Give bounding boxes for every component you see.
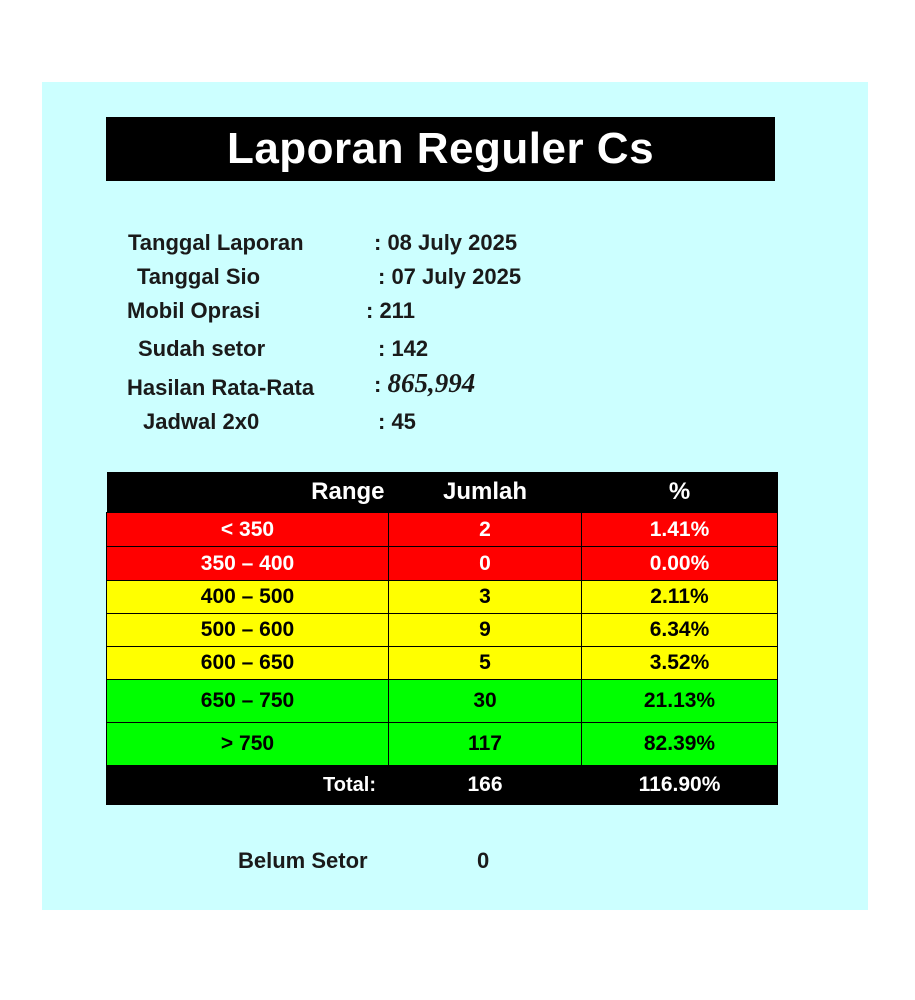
cell-percent: 1.41% xyxy=(582,513,778,547)
cell-range: > 750 xyxy=(107,723,389,766)
cell-percent: 0.00% xyxy=(582,547,778,581)
header-range: Range xyxy=(107,472,389,513)
cell-percent: 2.11% xyxy=(582,581,778,614)
info-value-mobil-oprasi: : 211 xyxy=(366,298,415,323)
info-label-tanggal-laporan: Tanggal Laporan xyxy=(128,230,304,255)
cell-jumlah: 0 xyxy=(389,547,582,581)
total-label: Total: xyxy=(107,766,389,805)
info-label-hasilan-rata-rata: Hasilan Rata-Rata xyxy=(127,375,315,400)
header-jumlah: Jumlah xyxy=(389,472,582,513)
belum-setor-label: Belum Setor xyxy=(238,848,368,873)
info-value-hasilan-rata-rata xyxy=(374,370,475,397)
table-row xyxy=(107,614,778,647)
cell-jumlah: 117 xyxy=(389,723,582,766)
info-label-tanggal-sio: Tanggal Sio xyxy=(137,264,261,289)
cell-range: 350 – 400 xyxy=(107,547,389,581)
cell-percent: 6.34% xyxy=(582,614,778,647)
report-title: Laporan Reguler Cs xyxy=(106,117,775,181)
hasilan-prefix: : xyxy=(374,372,382,397)
table-row xyxy=(107,547,778,581)
cell-range: 500 – 600 xyxy=(107,614,389,647)
cell-range: 600 – 650 xyxy=(107,647,389,680)
total-jumlah: 166 xyxy=(389,766,582,805)
info-label-sudah-setor: Sudah setor xyxy=(138,336,266,361)
cell-jumlah: 30 xyxy=(389,680,582,723)
cell-range: < 350 xyxy=(107,513,389,547)
table-row xyxy=(107,723,778,766)
cell-range: 650 – 750 xyxy=(107,680,389,723)
total-percent: 116.90% xyxy=(582,766,778,805)
cell-jumlah: 5 xyxy=(389,647,582,680)
hasilan-amount: 865,994 xyxy=(387,368,476,398)
table-row xyxy=(107,581,778,614)
cell-percent: 21.13% xyxy=(582,680,778,723)
belum-setor-value: 0 xyxy=(477,848,490,873)
table-total-row xyxy=(107,766,778,805)
cell-jumlah: 3 xyxy=(389,581,582,614)
cell-jumlah: 2 xyxy=(389,513,582,547)
info-value-tanggal-laporan: : 08 July 2025 xyxy=(374,230,518,255)
cell-percent: 3.52% xyxy=(582,647,778,680)
cell-percent: 82.39% xyxy=(582,723,778,766)
table-header-row xyxy=(107,472,778,513)
info-value-jadwal-2x0: : 45 xyxy=(378,409,416,434)
info-label-jadwal-2x0: Jadwal 2x0 xyxy=(143,409,260,434)
table-row xyxy=(107,680,778,723)
table-row xyxy=(107,513,778,547)
info-value-tanggal-sio: : 07 July 2025 xyxy=(378,264,522,289)
cell-range: 400 – 500 xyxy=(107,581,389,614)
info-value-sudah-setor: : 142 xyxy=(378,336,429,361)
table-row xyxy=(107,647,778,680)
range-table xyxy=(106,472,778,805)
header-percent: % xyxy=(582,472,778,513)
info-label-mobil-oprasi: Mobil Oprasi xyxy=(127,298,261,323)
cell-jumlah: 9 xyxy=(389,614,582,647)
